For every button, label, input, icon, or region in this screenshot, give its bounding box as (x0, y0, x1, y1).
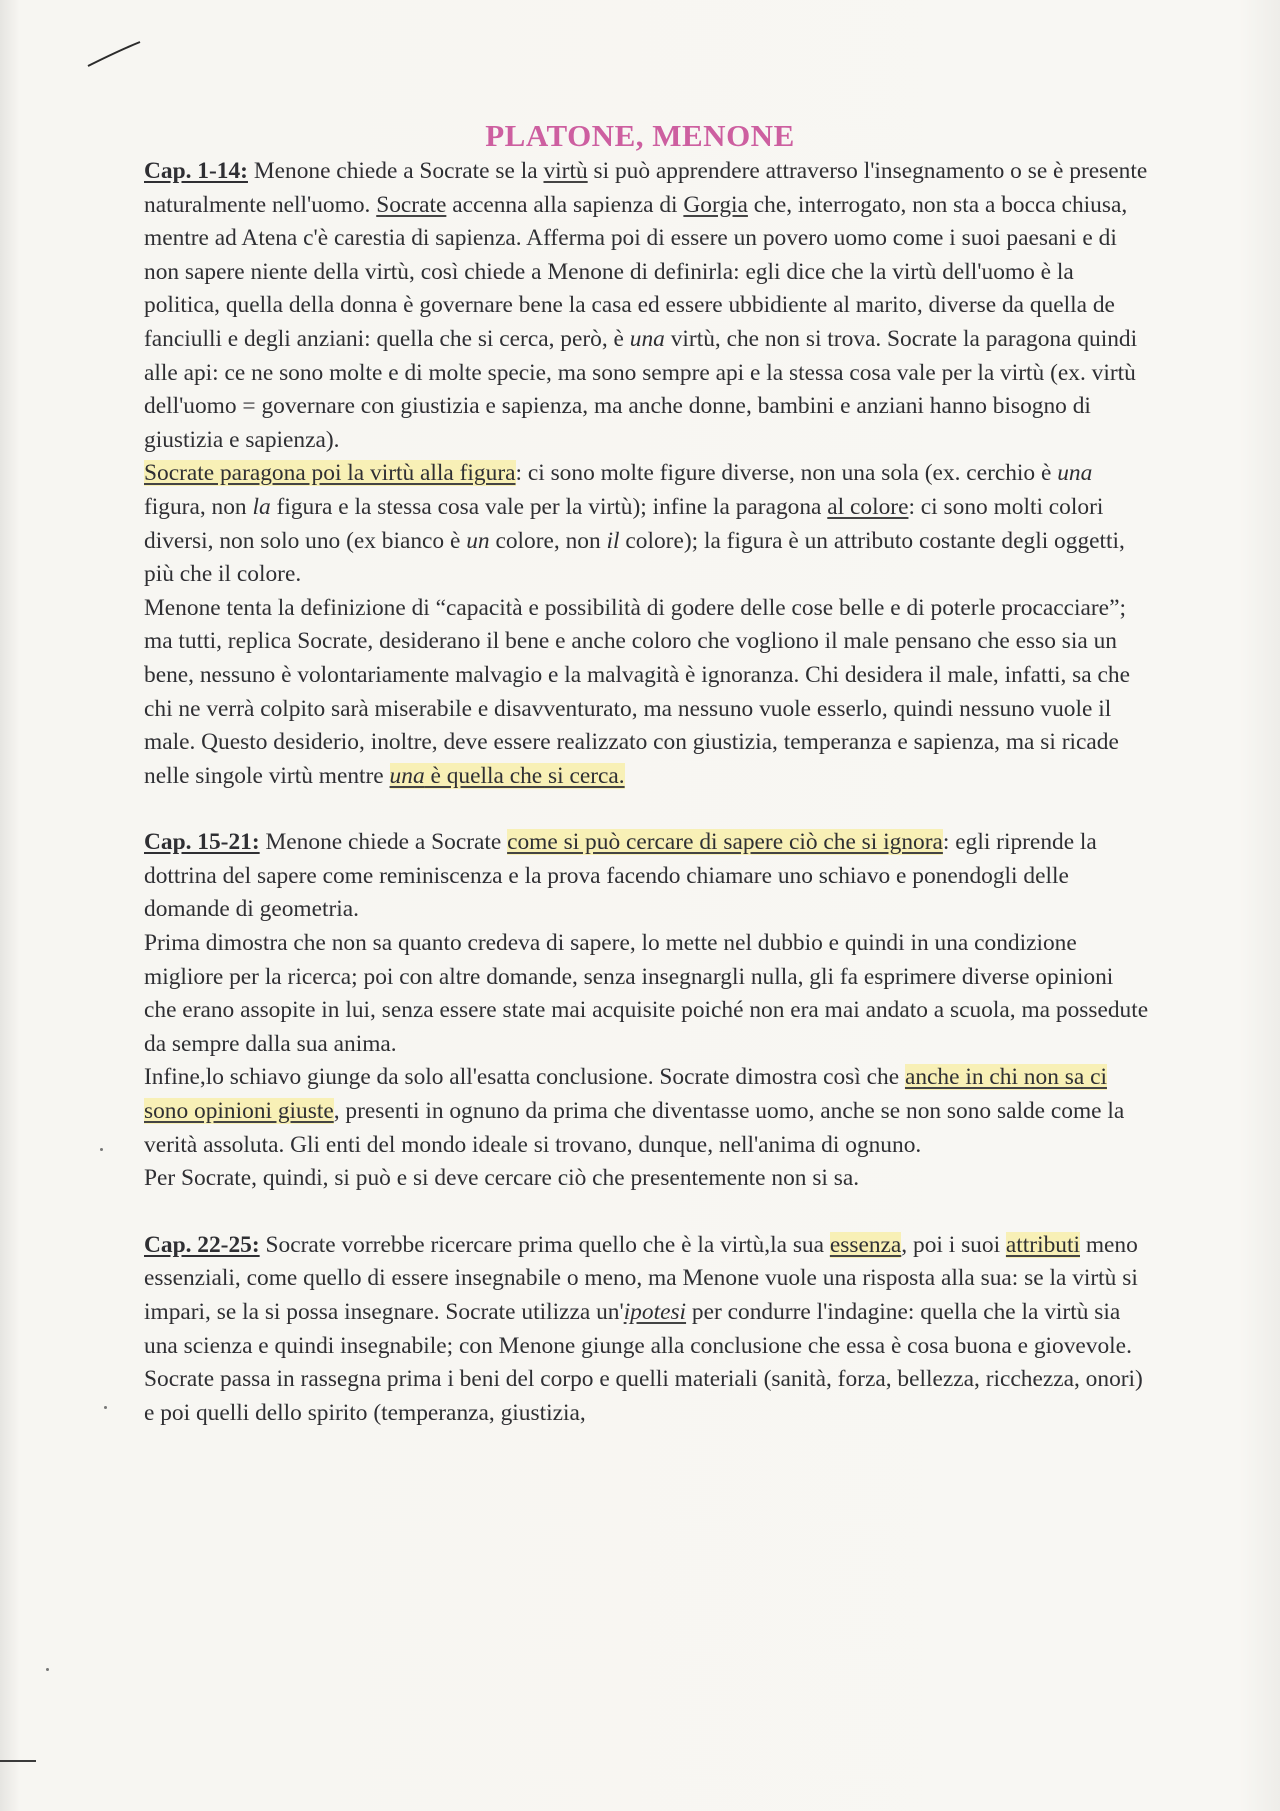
paragraph-schiavo-conclusione: Infine,lo schiavo giunge da solo all'esatta conclusione. Socrate dimostra così che anche in chi non sa ci sono opinioni giuste, presenti in ognuno da prima che diventasse uomo, anche se non sono salde come la verità assoluta. Gli enti del mondo ideale si trovano, dunque, nell'anima di ognuno. (144, 1064, 1125, 1158)
chapter-label: Cap. 1-14: (144, 158, 248, 184)
pen-stroke-mark (86, 40, 142, 70)
paragraph-cap-15-21: Cap. 15-21: Menone chiede a Socrate come si può cercare di sapere ciò che si ignora: egli riprende la dottrina del sapere come reminiscenza e la prova facendo chiamare uno schiavo e ponendogli delle domande di geometria. (144, 829, 1097, 923)
highlighted-text: essenza (829, 1231, 902, 1258)
paragraph-definizione-menone: Menone tenta la definizione di “capacità e possibilità di godere delle cose belle e di poterle procacciare”; ma tutti, replica Socrate, desiderano il bene e anche coloro che vogliono il male pensano che esso sia un bene, nessuno è volontariamente malvagio e la malvagità è ignoranza. Chi desidera il male, infatti, sa che chi ne verrà colpito sarà miserabile e disavventurato, ma nessuno vuole esserlo, quindi nessuno vuole il male. Questo desiderio, inoltre, deve essere realizzato con giustizia, temperanza e sapienza, ma si ricade nelle singole virtù mentre una è quella che si cerca. (144, 594, 1130, 789)
paragraph-figura-colore: Socrate paragona poi la virtù alla figura: ci sono molte figure diverse, non una sola (ex. cerchio è una figura, non la figura e la stessa cosa vale per la virtù); infine la paragona al colore: ci sono molti colori diversi, non solo uno (ex bianco è un colore, non il colore); la figura è un attributo costante degli oggetti, più che il colore. (144, 460, 1125, 588)
highlighted-text: come si può cercare di sapere ciò che si ignora (507, 829, 943, 856)
document-title: PLATONE, MENONE (485, 118, 795, 153)
paragraph-cercare: Per Socrate, quindi, si può e si deve cercare ciò che presentemente non si sa. (144, 1165, 860, 1192)
paragraph-schiavo-dubbio: Prima dimostra che non sa quanto credeva di sapere, lo mette nel dubbio e quindi in una condizione migliore per la ricerca; poi con altre domande, senza insegnargli nulla, gli fa esprimere diverse opinioni che erano assopite in lui, senza essere state mai acquisite poiché non era mai andato a scuola, ma possedute da sempre dalla sua anima. (144, 930, 1149, 1057)
chapter-label: Cap. 22-25: (144, 1231, 260, 1258)
scan-edge-mark (0, 1760, 36, 1762)
paragraph-cap-22-25: Cap. 22-25: Socrate vorrebbe ricercare prima quello che è la virtù,la sua essenza, poi i suoi attributi meno essenziali, come quello di essere insegnabile o meno, ma Menone vuole una risposta alla sua: se la virtù si impari, se la si possa insegnare. Socrate utilizza un'ipotesi per condurre l'indagine: quella che la virtù sia una scienza e quindi insegnabile; con Menone giunge alla conclusione che essa è cosa buona e giovevole. Socrate passa in rassegna prima i beni del corpo e quelli materiali (sanità, forza, bellezza, ricchezza, onori) e poi quelli dello spirito (temperanza, giustizia, (144, 1231, 1143, 1426)
document-body (144, 155, 1149, 1430)
underlined-text: ipotesi (623, 1299, 687, 1325)
highlighted-text: una è quella che si cerca. (389, 762, 625, 789)
highlighted-text: anche in chi non sa ci sono opinioni giuste (144, 1064, 1107, 1125)
stray-dot (100, 1148, 103, 1151)
paragraph-cap-1-14: Cap. 1-14: Menone chiede a Socrate se la virtù si può apprendere attraverso l'insegnamento o se è presente naturalmente nell'uomo. Socrate accenna alla sapienza di Gorgia che, interrogato, non sta a bocca chiusa, mentre ad Atena c'è carestia di sapienza. Afferma poi di essere un povero uomo come i suoi paesani e di non sapere niente della virtù, così chiede a Menone di definirla: egli dice che la virtù dell'uomo è la politica, quella della donna è governare bene la casa ed essere ubbidiente al marito, diverse da quella de fanciulli e degli anziani: quella che si cerca, però, è una virtù, che non si trova. Socrate la paragona quindi alle api: ce ne sono molte e di molte specie, ma sono sempre api e la stessa cosa vale per la virtù (ex. virtù dell'uomo = governare con giustizia e sapienza, ma anche donne, bambini e anziani hanno bisogno di giustizia e sapienza). (144, 158, 1148, 453)
stray-dot (46, 1668, 49, 1671)
highlighted-text: Socrate paragona poi la virtù alla figura (144, 460, 516, 487)
stray-dot (104, 1406, 107, 1409)
chapter-label: Cap. 15-21: (144, 829, 260, 856)
highlighted-text: attributi (1005, 1231, 1080, 1258)
